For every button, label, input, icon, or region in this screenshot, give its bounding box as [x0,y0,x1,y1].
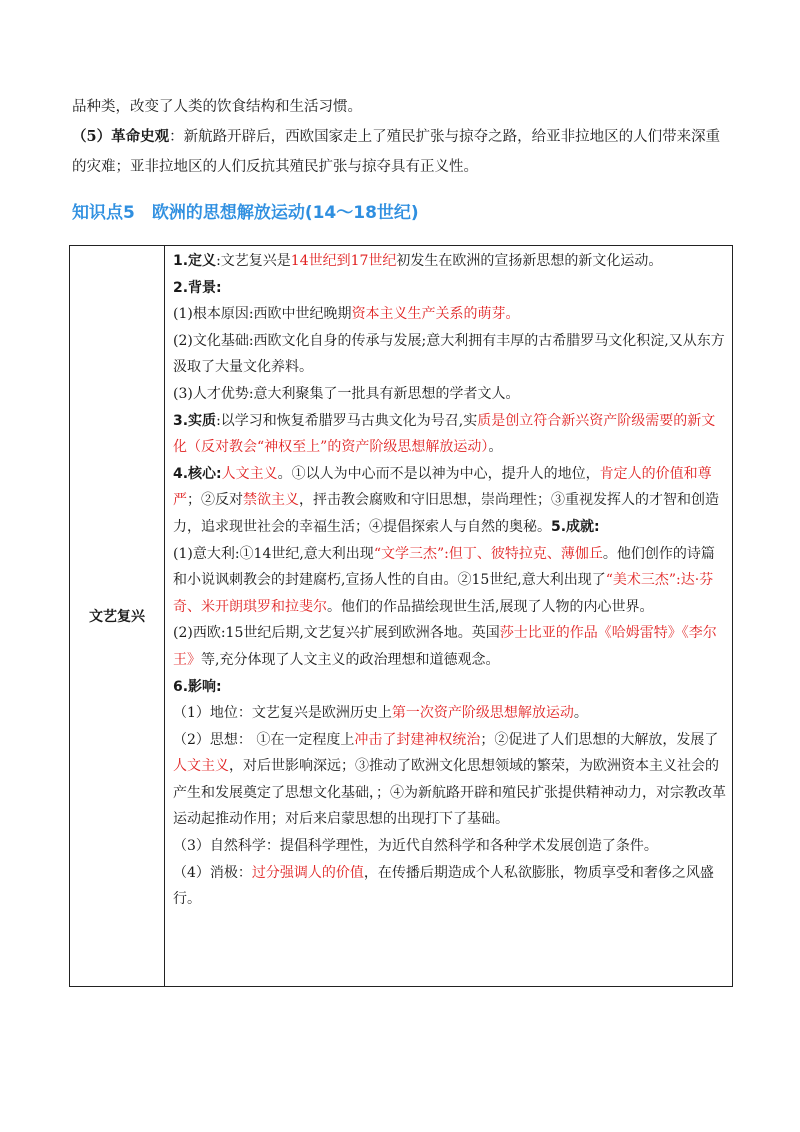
paragraph-label: （5）革命史观 [72,128,170,145]
background-item: (3)人才优势:意大利聚集了一批具有新思想的学者文人。 [173,385,520,402]
background-item: (2)文化基础:西欧文化自身的传承与发展;意大利拥有丰厚的古希腊罗马文化积淀,又从东方汲取了大量文化养料。 [173,332,725,376]
core: 4.核心:人文主义。①以人为中心而不是以神为中心，提升人的地位，肯定人的价值和尊严；②反对禁欲主义，抨击教会腐败和守旧思想，崇尚理性；③重视发挥人的才智和创造力，追求现世社会的幸福生活；④提倡探索人与自然的奥秘。5.成就: [173,465,719,535]
influence-item: （2）思想： ①在一定程度上冲击了封建神权统治；②促进了人们思想的大解放，发展了人文主义，对后世影响深远；③推动了欧洲文化思想领域的繁荣，为欧洲资本主义社会的产生和发展奠定了思想文化基础，；④为新航路开辟和殖民扩张提供精神动力，对宗教改革运动起推动作用；对后来启蒙思想的出现打下了基础。 [173,731,726,828]
achievement-item: (1)意大利:①14世纪,意大利出现“文学三杰”:但丁、彼特拉克、薄伽丘。他们创作的诗篇和小说讽刺教会的封建腐朽,宣扬人性的自由。②15世纪,意大利出现了“美术三杰”:达·芬奇、米开朗琪罗和拉斐尔。他们的作品描绘现世生活,展现了人物的内心世界。 [173,545,715,615]
influence-item: （4）消极：过分强调人的价值，在传播后期造成个人私欲膨胀，物质享受和奢侈之风盛行。 [173,864,714,908]
intro-line: 品种类，改变了人类的饮食结构和生活习惯。 [72,99,362,115]
achievement-item: (2)西欧:15世纪后期,文艺复兴扩展到欧洲各地。英国莎士比亚的作品《哈姆雷特》《李尔王》等,充分体现了人文主义的政治理想和道德观念。 [173,625,717,668]
intro-paragraph-5: （5）革命史观：新航路开辟后，西欧国家走上了殖民扩张与掠夺之路，给亚非拉地区的人们带来深重的灾难；亚非拉地区的人们反抗其殖民扩张与掠夺具有正义性。 [72,128,721,175]
intro-text [72,92,732,182]
background-item: (1)根本原因:西欧中世纪晚期资本主义生产关系的萌芽。 [173,306,520,323]
definition: 1.定义:文艺复兴是14世纪到17世纪初发生在欧洲的宣扬新思想的新文化运动。 [173,253,663,269]
influence-label: 6.影响: [173,678,222,695]
knowledge-table [69,245,733,987]
background-label: 2.背景: [173,279,222,296]
influence-item: （3）自然科学：提倡科学理性，为近代自然科学和各种学术发展创造了条件。 [173,838,658,855]
essence: 3.实质:以学习和恢复希腊罗马古典文化为号召,实质是创立符合新兴资产阶级需要的新文化（反对教会“神权至上”的资产阶级思想解放运动）。 [173,412,716,456]
topic-cell: 文艺复兴 [70,246,165,987]
section-heading: 知识点5 欧洲的思想解放运动(14～18世纪) [72,203,419,223]
content-cell [165,246,733,987]
influence-item: （1）地位：文艺复兴是欧洲历史上第一次资产阶级思想解放运动。 [173,705,588,722]
